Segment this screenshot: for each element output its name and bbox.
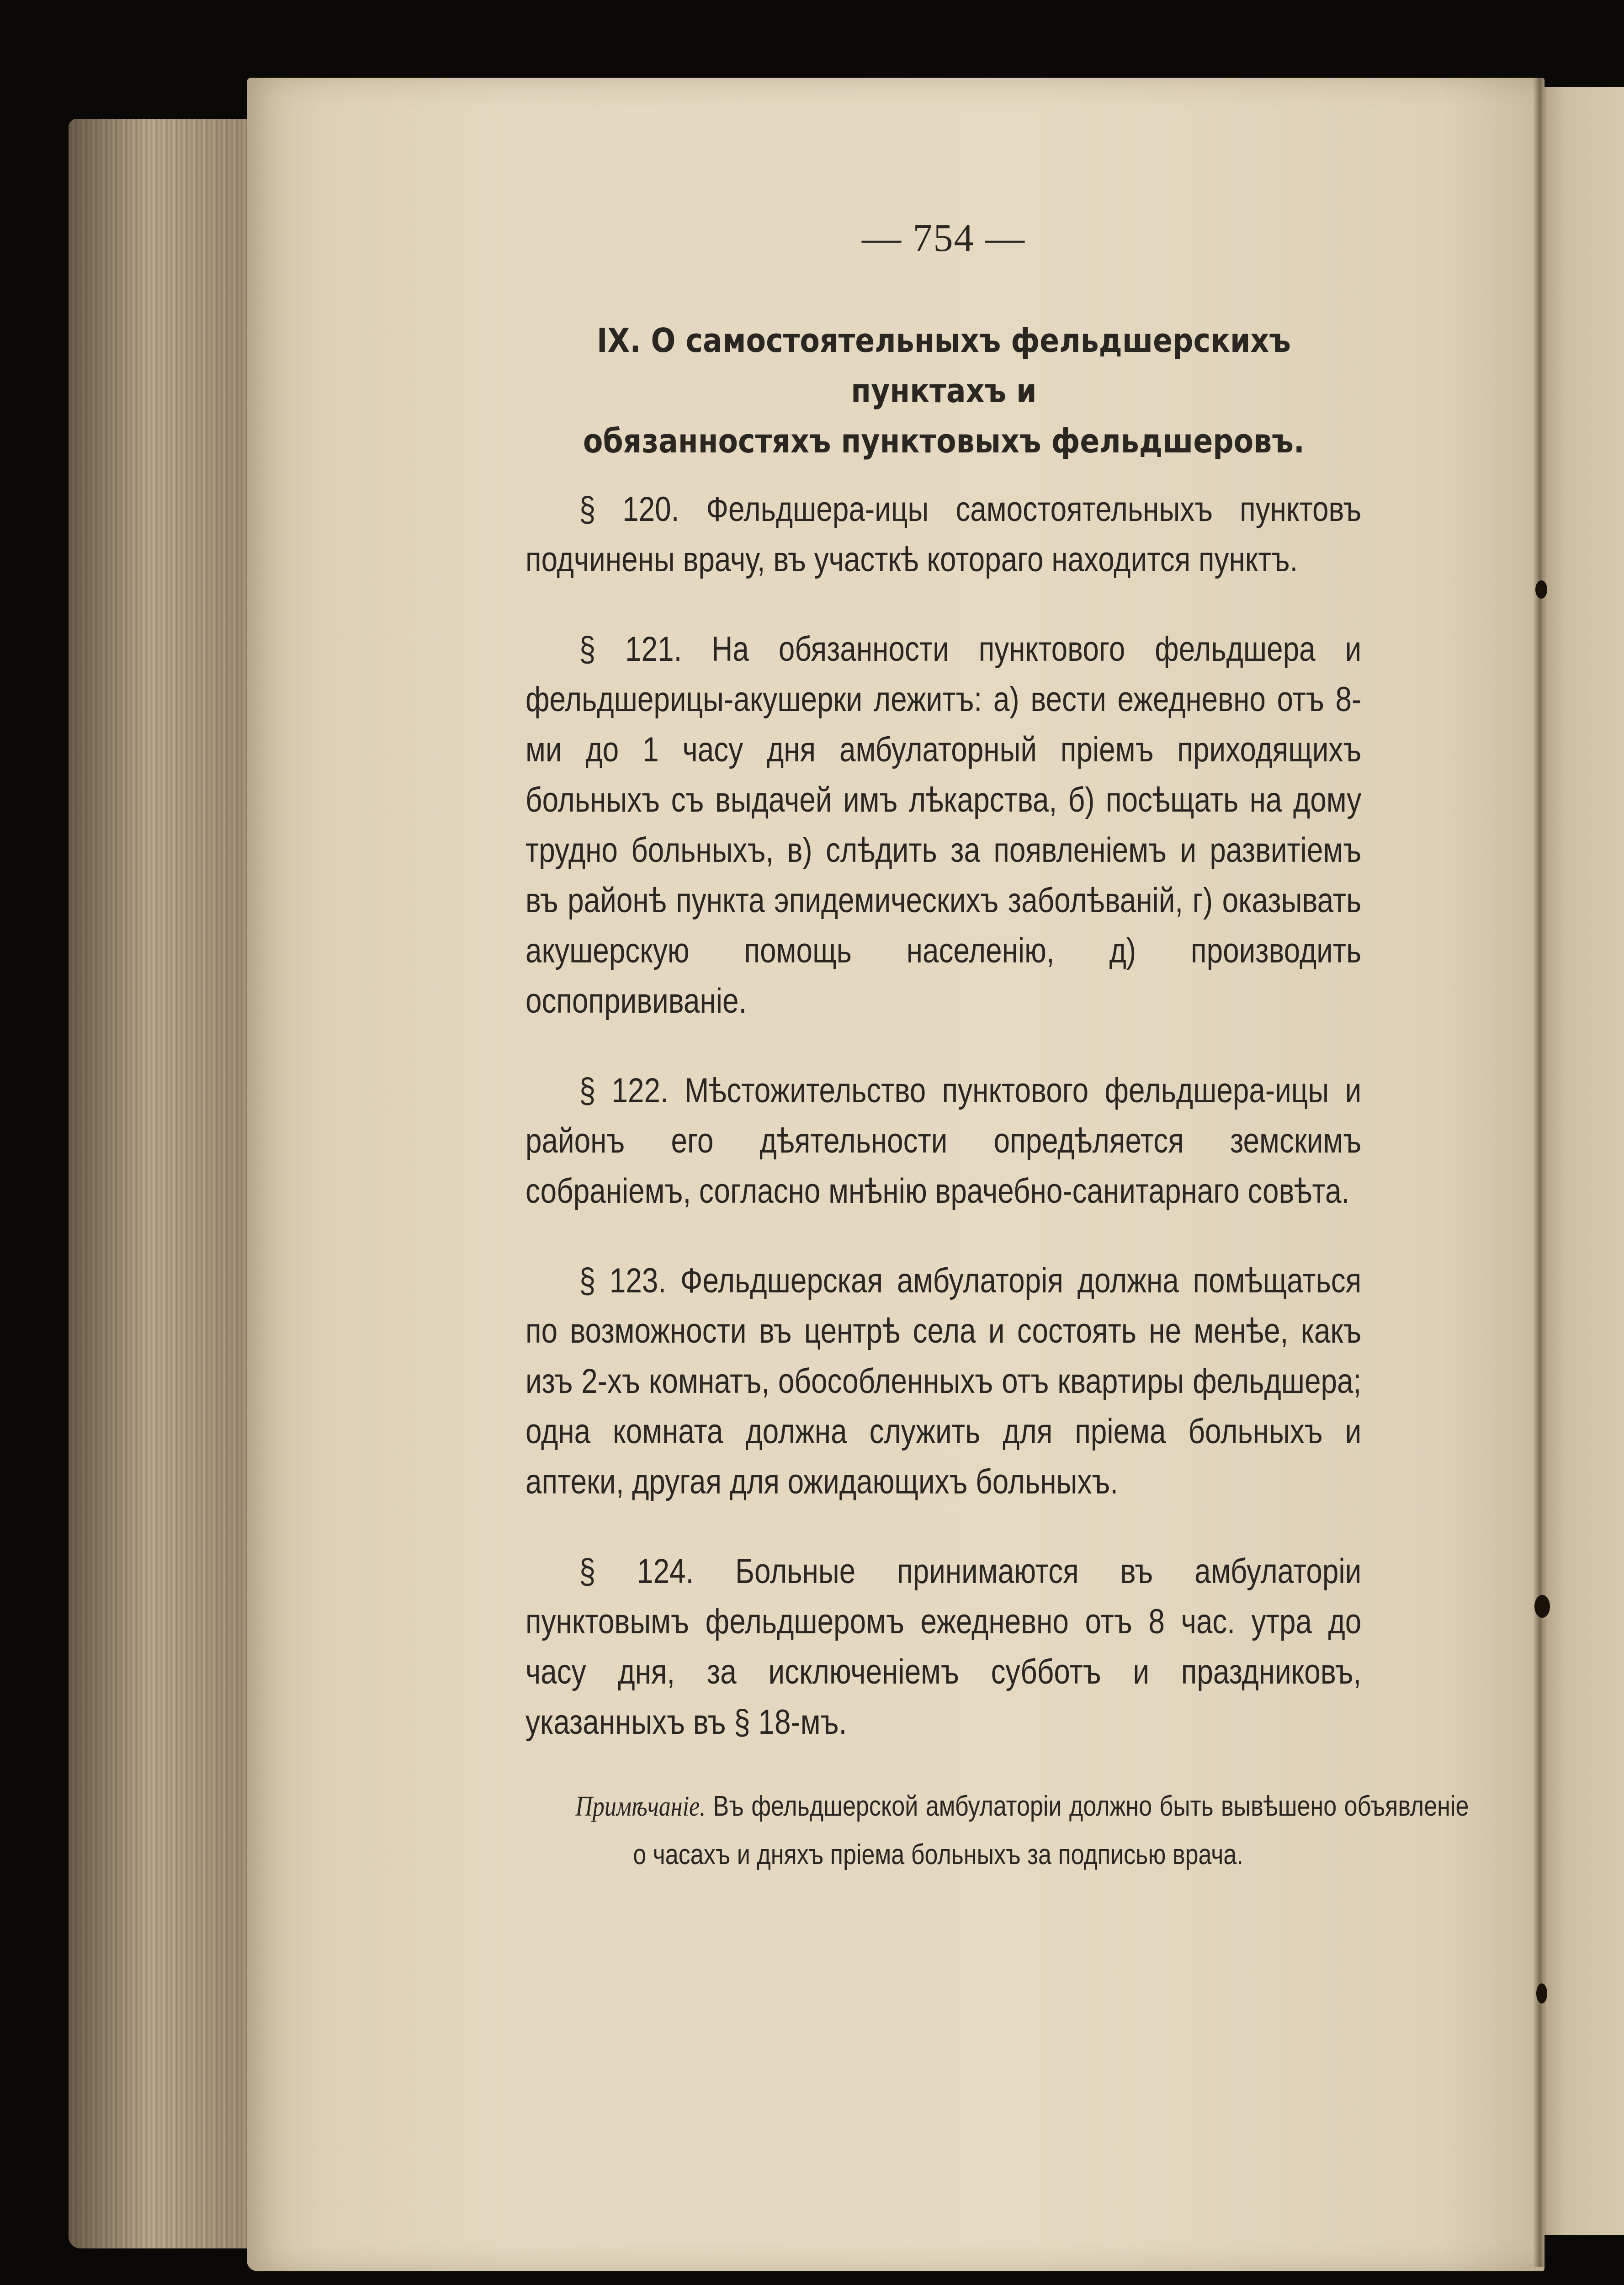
paragraph-120: § 120. Фельдшера-ицы самостоятельныхъ пунктовъ подчинены врачу, въ участкѣ котораго находится пунктъ. bbox=[525, 490, 1362, 579]
page-text bbox=[525, 215, 1469, 1879]
section-heading bbox=[525, 315, 1361, 466]
edge-mark bbox=[1534, 1595, 1550, 1618]
edge-mark bbox=[1536, 1983, 1547, 2003]
page-stack-edge bbox=[69, 119, 270, 2248]
section-heading-line-1: IX. О самостоятельныхъ фельдшерскихъ пунктахъ и bbox=[596, 321, 1291, 410]
facing-page-edge bbox=[1540, 87, 1624, 2235]
footnote bbox=[525, 1782, 1469, 1879]
edge-mark bbox=[1535, 580, 1547, 599]
footnote-text: Въ фельдшерской амбулаторіи должно быть вывѣшено объявленіе о часахъ и дняхъ пріема больныхъ за подписью врача. bbox=[633, 1791, 1469, 1871]
page-gutter bbox=[1533, 78, 1547, 2267]
footnote-label: Примѣчаніе. bbox=[575, 1791, 706, 1822]
paragraph-123: § 123. Фельдшерская амбулаторія должна помѣщаться по возможности въ центрѣ села и состоять не менѣе, какъ изъ 2-хъ комнатъ, обособленныхъ отъ квартиры фельдшера; одна комната должна служить для пріема больныхъ и аптеки, другая для ожидающихъ больныхъ. bbox=[525, 1261, 1362, 1501]
paragraph-124: § 124. Больные принимаются въ амбулаторіи пунктовымъ фельдшеромъ ежедневно отъ 8 час. утра до часу дня, за исключеніемъ субботъ и праздниковъ, указанныхъ въ § 18-мъ. bbox=[525, 1552, 1362, 1742]
paragraph-122: § 122. Мѣстожительство пунктового фельдшера-ицы и районъ его дѣятельности опредѣляется земскимъ собраніемъ, согласно мнѣнію врачебно-санитарнаго совѣта. bbox=[525, 1071, 1362, 1211]
paragraph-121: § 121. На обязанности пунктового фельдшера и фельдшерицы-акушерки лежитъ: а) вести ежедневно отъ 8-ми до 1 часу дня амбулаторный пріемъ приходящихъ больныхъ съ выдачей имъ лѣкарства, б) посѣщать на дому трудно больныхъ, в) слѣдить за появленіемъ и развитіемъ въ районѣ пункта эпидемическихъ заболѣваній, г) оказывать акушерскую помощь населенію, д) производить оспопрививаніе. bbox=[525, 630, 1362, 1020]
section-heading-line-2: обязанностяхъ пунктовыхъ фельдшеровъ. bbox=[583, 422, 1305, 460]
page-number: — 754 — bbox=[862, 216, 1025, 260]
